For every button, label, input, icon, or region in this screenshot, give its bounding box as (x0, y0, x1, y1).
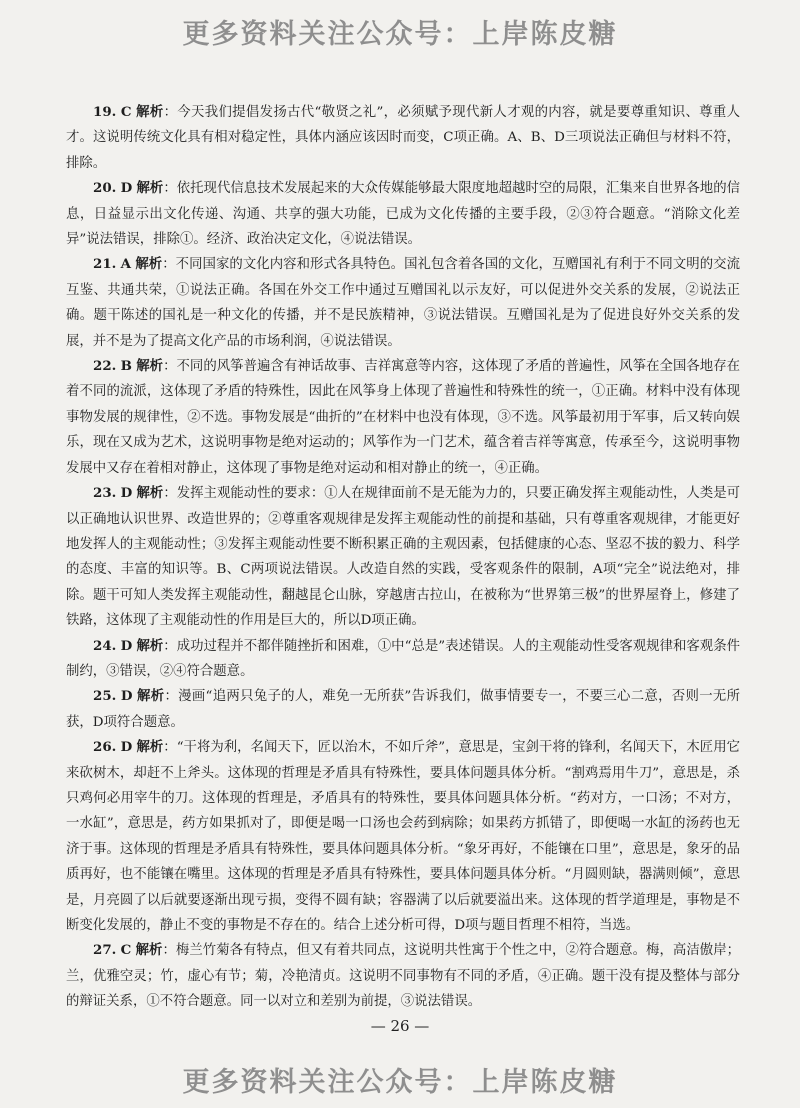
answer-number: 19. (93, 104, 117, 120)
analysis-label: 解析 (136, 180, 164, 197)
analysis-label: 解析 (136, 358, 164, 375)
answer-number: 27. (93, 942, 117, 959)
answer-number: 24. (93, 637, 117, 654)
answer-text: ：“干将为利，名闻天下，匠以治木，不如斤斧”，意思是，宝剑干将的锋利，名闻天下，木匠用它来砍树木，却赶不上斧头。这体现的哲理是矛盾具有特殊性，要具体问题具体分析。“割鸡焉用牛刀”，意思是，杀只鸡何必用宰牛的刀。这体现的哲理是，矛盾具有的特殊性，要具体问题具体分析。“药对方，一口汤；不对方，一水缸”，意思是，药方如果抓对了，即便是喝一口汤也会药到病除；如果药方抓错了，即便喝一水缸的汤药也无济于事。这体现的哲理是矛盾具有特殊性，要具体问题具体分析。“象牙再好，不能镶在口里”，意思是，象牙的品质再好，也不能镶在嘴里。这体现的哲理是矛盾具有特殊性，要具体问题具体分析。“月圆则缺，器满则倾”，意思是，月亮圆了以后就要逐渐出现亏损，变得不圆有缺；容器满了以后就要溢出来。这体现的哲学道理是，事物是不断变化发展的，静止不变的事物是不存在的。结合上述分析可得，D项与题目哲理不相符，当选。 (66, 740, 740, 933)
answer-option: A (120, 256, 131, 273)
watermark-banner-bottom: 更多资料关注公众号：上岸陈皮糖 (182, 1067, 618, 1098)
answer-text: ：漫画“追两只兔子的人，难免一无所获”告诉我们，做事情要专一，不要三心二意，否则一无所获，D项符合题意。 (66, 689, 740, 730)
answer-number: 22. (93, 358, 117, 375)
analysis-label: 解析 (136, 739, 164, 756)
answer-option: B (120, 358, 132, 375)
answer-option: D (120, 180, 133, 197)
answer-text: ：成功过程并不都伴随挫折和困难，①中“总是”表述错误。人的主观能动性受客观规律和客观条件制约，③错误，②④符合题意。 (66, 638, 740, 679)
answer-number: 23. (93, 485, 117, 502)
answer-23 (66, 481, 740, 633)
answer-number: 25. (93, 688, 117, 705)
answer-27 (66, 938, 740, 1014)
answer-option: D (120, 688, 133, 705)
answer-number: 20. (93, 180, 117, 197)
answer-19 (66, 100, 740, 176)
answer-21 (66, 252, 740, 354)
answer-option: C (120, 104, 132, 120)
page-number: — 26 — (370, 1017, 430, 1035)
analysis-label: 解析 (136, 104, 164, 120)
answer-option: D (120, 485, 133, 502)
analysis-label: 解析 (137, 688, 165, 705)
answer-22 (66, 354, 740, 481)
answer-option: D (120, 739, 133, 756)
analysis-label: 解析 (135, 942, 163, 959)
answer-25 (66, 684, 740, 735)
answer-text: ：不同的风筝普遍含有神话故事、吉祥寓意等内容，这体现了矛盾的普遍性，风筝在全国各地存在着不同的流派，这体现了矛盾的特殊性，因此在风筝身上体现了普遍性和特殊性的统一，①正确。材料中没有体现事物发展的规律性，②不选。事物发展是“曲折的”在材料中也没有体现，③不选。风筝最初用于军事，后又转向娱乐，现在又成为艺术，这说明事物是绝对运动的；风筝作为一门艺术，蕴含着吉祥等寓意，传承至今，这说明事物发展中又存在着相对静止，这体现了事物是绝对运动和相对静止的统一，④正确。 (66, 359, 741, 476)
answer-text: ：梅兰竹菊各有特点，但又有着共同点，这说明共性寓于个性之中，②符合题意。梅，高洁傲岸；兰，优雅空灵；竹，虚心有节；菊，冷艳清贞。这说明不同事物有不同的矛盾，④正确。题干没有提及整体与部分的辩证关系，①不符合题意。同一以对立和差别为前提，③说法错误。 (66, 943, 741, 1010)
analysis-label: 解析 (136, 637, 164, 654)
answer-26 (66, 735, 740, 938)
answer-number: 26. (93, 739, 117, 756)
analysis-label: 解析 (136, 485, 164, 502)
answer-text: ：依托现代信息技术发展起来的大众传媒能够最大限度地超越时空的局限，汇集来自世界各地的信息，日益显示出文化传递、沟通、共享的强大功能，已成为文化传播的主要手段，②③符合题意。“消除文化差异”说法错误，排除①。经济、政治决定文化，④说法错误。 (66, 181, 740, 248)
answer-option: C (120, 942, 132, 959)
answer-explanations (66, 100, 740, 1015)
watermark-banner-top: 更多资料关注公众号：上岸陈皮糖 (182, 19, 618, 50)
answer-24 (66, 634, 740, 685)
answer-20 (66, 176, 740, 252)
answer-number: 21. (93, 256, 117, 273)
answer-option: D (120, 637, 133, 654)
answer-text: ：发挥主观能动性的要求：①人在规律面前不是无能为力的，只要正确发挥主观能动性，人类是可以正确地认识世界、改造世界的；②尊重客观规律是发挥主观能动性的前提和基础，只有尊重客观规律，才能更好地发挥人的主观能动性；③发挥主观能动性要不断积累正确的主观因素，包括健康的心态、坚忍不拔的毅力、科学的态度、丰富的知识等。B、C两项说法错误。人改造自然的实践，受客观条件的限制，A项“完全”说法绝对，排除。题干可知人类发挥主观能动性，翻越昆仑山脉，穿越唐古拉山，在被称为“世界第三极”的世界屋脊上，修建了铁路，这体现了主观能动性的作用是巨大的，所以D项正确。 (66, 486, 740, 629)
answer-text: ：今天我们提倡发扬古代“敬贤之礼”，必须赋予现代新人才观的内容，就是要尊重知识、尊重人才。这说明传统文化具有相对稳定性，具体内涵应该因时而变，C项正确。A、B、D三项说法正确但与材料不符，排除。 (66, 105, 740, 171)
answer-text: ：不同国家的文化内容和形式各具特色。国礼包含着各国的文化，互赠国礼有利于不同文明的交流互鉴、共通共荣，①说法正确。各国在外交工作中通过互赠国礼以示友好，可以促进外交关系的发展，②说法正确。题干陈述的国礼是一种文化的传播，并不是民族精神，③说法错误。互赠国礼是为了促进良好外交关系的发展，并不是为了提高文化产品的市场利润，④说法错误。 (66, 257, 741, 349)
analysis-label: 解析 (135, 256, 163, 273)
